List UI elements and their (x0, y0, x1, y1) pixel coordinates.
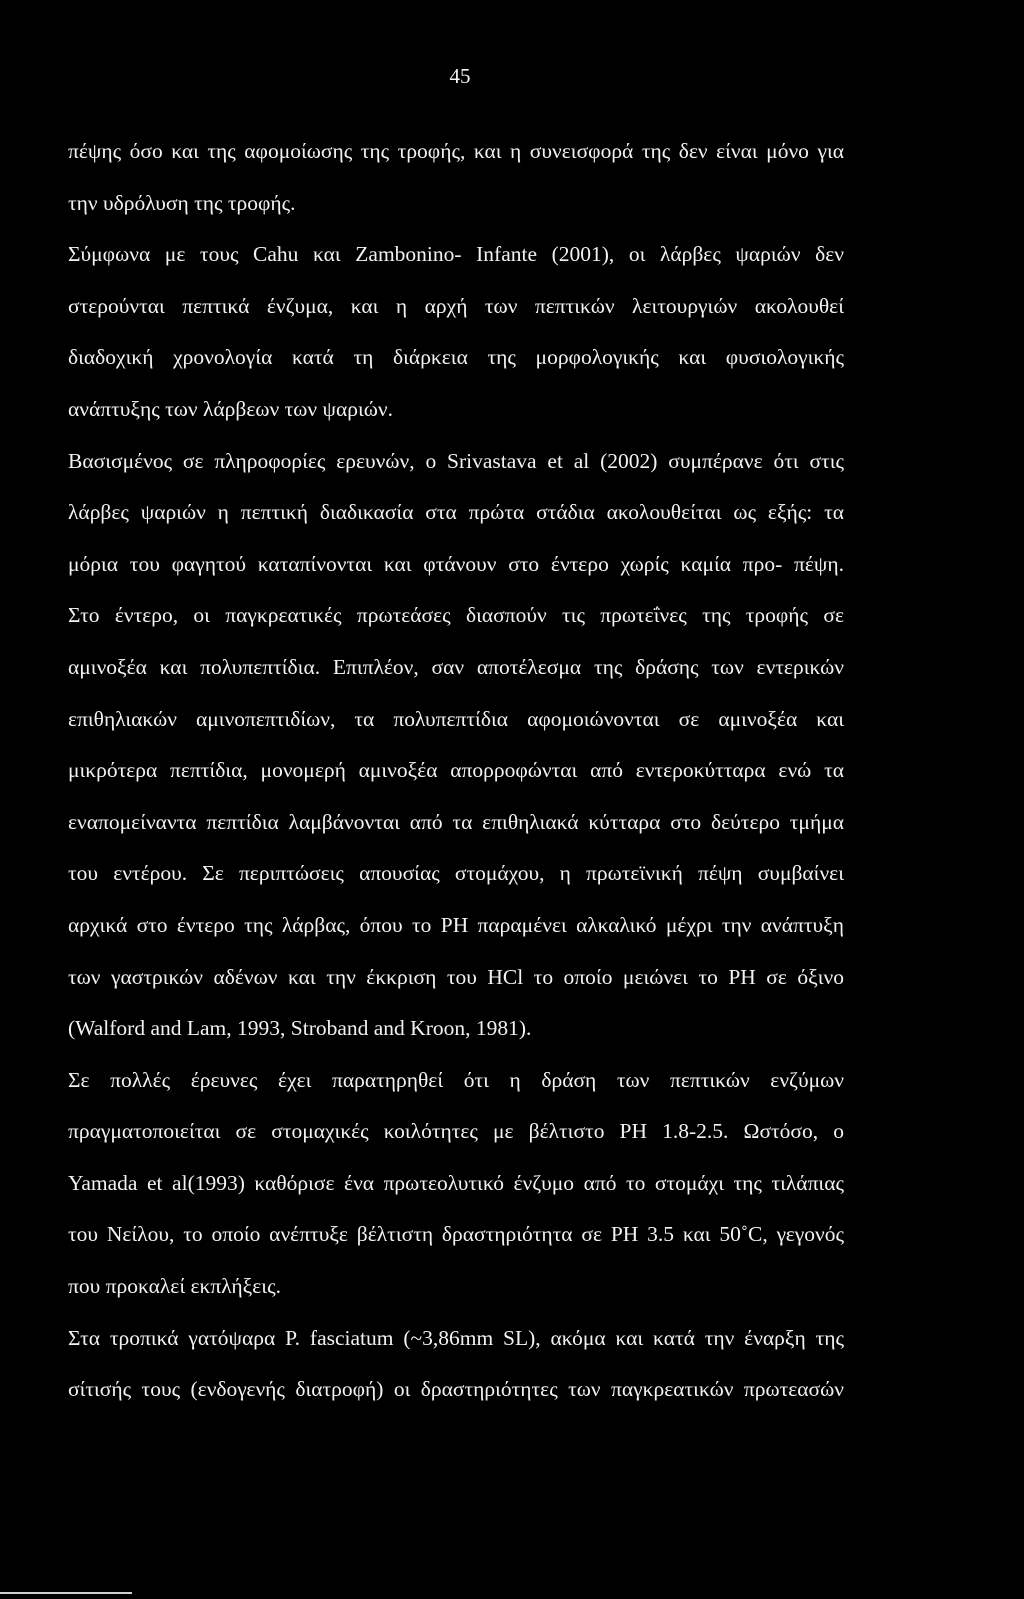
text-line: (Walford and Lam, 1993, Stroband and Kroon, 1981). (68, 1016, 532, 1041)
text-line: Στα τροπικά γατόψαρα P. fasciatum (~3,86mm SL), ακόμα και κατά την έναρξη της (68, 1325, 844, 1350)
text-line: Στο έντερο, οι παγκρεατικές πρωτεάσες διασπούν τις πρωτεΐνες της τροφής σε (68, 603, 844, 628)
text-line: εναπομείναντα πεπτίδια λαμβάνονται από τα επιθηλιακά κύτταρα στο δεύτερο τμήμα (68, 809, 844, 834)
text-line: Βασισμένος σε πληροφορίες ερευνών, ο Srivastava et al (2002) συμπέρανε ότι στις (68, 448, 844, 473)
text-line: πέψης όσο και της αφομοίωσης της τροφής, και η συνεισφορά της δεν είναι μόνο για (68, 139, 844, 163)
text-line: Yamada et al(1993) καθόρισε ένα πρωτεολυτικό ένζυμο από το στομάχι της τιλάπιας (68, 1170, 844, 1195)
text-line: Σύμφωνα με τους Cahu και Zambonino- Infante (2001), οι λάρβες ψαριών δεν (68, 242, 844, 267)
paragraph (68, 436, 844, 1055)
text-line: σίτισής τους (ενδογενής διατροφή) οι δραστηριότητες των παγκρεατικών πρωτεασών (68, 1377, 844, 1402)
text-line: διαδοχική χρονολογία κατά τη διάρκεια της μορφολογικής και φυσιολογικής (68, 345, 844, 370)
paragraph (68, 1313, 844, 1416)
paragraph (68, 126, 844, 229)
text-line: στερούνται πεπτικά ένζυμα, και η αρχή των πεπτικών λειτουργιών ακολουθεί (68, 293, 844, 318)
text-line: την υδρόλυση της τροφής. (68, 190, 296, 215)
text-line: των γαστρικών αδένων και την έκκριση του HCl το οποίο μειώνει το PH σε όξινο (68, 964, 844, 989)
text-line: μόρια του φαγητού καταπίνονται και φτάνουν στο έντερο χωρίς καμία προ- πέψη. (68, 551, 844, 576)
text-line: λάρβες ψαριών η πεπτική διαδικασία στα πρώτα στάδια ακολουθείται ως εξής: τα (68, 500, 844, 525)
text-line: Σε πολλές έρευνες έχει παρατηρηθεί ότι η δράση των πεπτικών ενζύμων (68, 1067, 844, 1092)
text-line: επιθηλιακών αμινοπεπτιδίων, τα πολυπεπτίδια αφομοιώνονται σε αμινοξέα και (68, 706, 844, 731)
text-line: μικρότερα πεπτίδια, μονομερή αμινοξέα απορροφώνται από εντεροκύτταρα ενώ τα (68, 758, 844, 783)
document-body (68, 126, 844, 1416)
footnote-separator (0, 1592, 132, 1594)
text-line: του Νείλου, το οποίο ανέπτυξε βέλτιστη δραστηριότητα σε PH 3.5 και 50˚C, γεγονός (68, 1222, 844, 1247)
text-line: ανάπτυξης των λάρβεων των ψαριών. (68, 396, 393, 421)
text-line: που προκαλεί εκπλήξεις. (68, 1274, 281, 1299)
paragraph (68, 229, 844, 435)
text-line: αμινοξέα και πολυπεπτίδια. Επιπλέον, σαν αποτέλεσμα της δράσης των εντερικών (68, 654, 844, 679)
text-line: αρχικά στο έντερο της λάρβας, όπου το PH παραμένει αλκαλικό μέχρι την ανάπτυξη (68, 912, 844, 937)
text-line: του εντέρου. Σε περιπτώσεις απουσίας στομάχου, η πρωτεϊνική πέψη συμβαίνει (68, 861, 844, 886)
text-line: πραγματοποιείται σε στομαχικές κοιλότητες με βέλτιστο PH 1.8-2.5. Ωστόσο, ο (68, 1119, 844, 1144)
page-number: 45 (449, 64, 471, 88)
paragraph (68, 1055, 844, 1313)
